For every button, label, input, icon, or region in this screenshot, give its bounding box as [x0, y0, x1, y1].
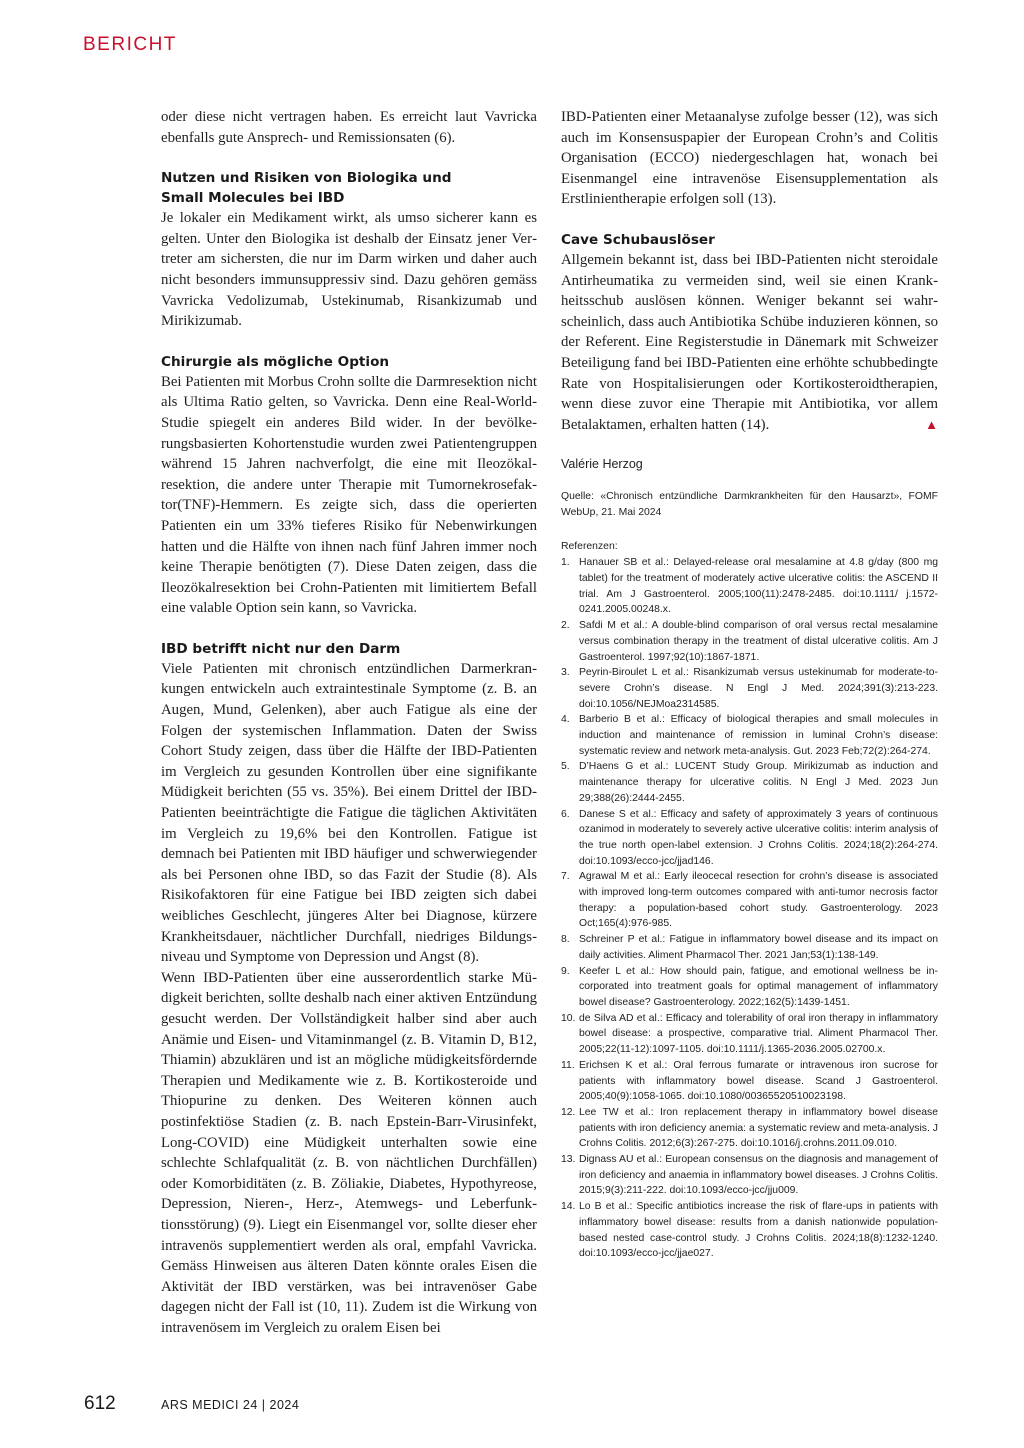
reference-item: 11. Erichsen K et al.: Oral ferrous fumarate or intravenous iron sucrose for patients with inflammatory bowel disease. Scand J Gastroenterol. 2005;40(9):1058-1065. doi:10.1080/00365520510023198. [561, 1059, 938, 1103]
reference-item: 10. de Silva AD et al.: Efficacy and tolerability of oral iron therapy in inflammatory bowel disease: a prospective, comparative trial. Aliment Pharmacol Ther. 2005;22(11-12):1097-1105. doi:10.1111/j.1365-2036.2005.02700.x. [561, 1012, 938, 1056]
reference-item: 2. Safdi M et al.: A double-blind comparison of oral versus rectal mesalamine versus combination therapy in the treatment of distal ulcerative colitis. Am J Gastroenterol. 1997;92(10):1867-1871. [561, 620, 938, 663]
paragraph-darm-2: Wenn IBD-Patienten über eine ausserordentlich starke Müdigkeit berichten, sollte deshalb nach einer aktiven Entzündung gesucht werden. Der Vollständigkeit halber sind aber auch Anämie und Eisen- und Vitaminmangel (z. B. Vitamin D, B12, Thiamin) abzuklären und ist an mögliche müdigkeitsfördernde Therapien und Medikamente wie z. B. Kortikosteroide und Thiopurine zu denken. Des Weiteren können auch postinfektiöse Stadien (z. B. nach Epstein-Barr-Virusinfekt, Long-COVID) eine Müdigkeit unterhalten sowie eine schlechte Schlafqualität (z. B. von nächtlichen Durchfällen) oder Komorbiditäten (z. B. Zöliakie, Diabetes, Hypothyreose, Depression, Nieren-, Herz-, Atemwegs- und Leberfunktionsstörung) (9). Liegt ein Eisenmangel vor, sollte dieser eher intravenös supplementiert werden als oral, empfahl Vavricka. Gemäss Hinweisen aus älteren Daten könnte orales Eisen die Aktivität der IBD verstärken, was bei intravenöser Gabe dagegen nicht der Fall ist (10, 11). Zudem ist die Wirkung von intravenösem im Vergleich zu oralem Eisen bei [161, 969, 537, 1336]
reference-item: 4. Barberio B et al.: Efficacy of biological therapies and small molecules in induction and maintenance of remission in luminal Crohn’s disease: systematic review and network meta-analysis. Gut. 2023 Feb;72(2):264-274. [561, 714, 938, 757]
end-of-article-triangle-icon: ▲ [925, 416, 938, 432]
page-number: 612 [84, 1393, 116, 1414]
paragraph-continuation: IBD-Patienten einer Metaanalyse zufolge besser (12), was sich auch im Konsensuspapier der European Crohn’s and Colitis Organisation (ECCO) niedergeschlagen hat, wonach bei Eisenmangel eine intravenöse Eisensupplementation als Erstlinientherapie erfolgen soll (13). [561, 109, 938, 208]
reference-item: 1. Hanauer SB et al.: Delayed-release oral mesalamine at 4.8 g/day (800 mg tablet) for the treatment of moderately active ulcerative colitis: the ASCEND II trial. Am J Gastroenterol. 2005;100(11):2478-2485. doi:10.1111/ j.1572-0241.2005.00248.x. [561, 557, 938, 616]
reference-item: 5. D’Haens G et al.: LUCENT Study Group. Mirikizumab as induction and maintenance therapy for ulcerative colitis. N Engl J Med. 2023 Jun 29;388(26):2444-2455. [561, 761, 938, 804]
references-heading: Referenzen: [561, 541, 618, 553]
reference-item: 6. Danese S et al.: Efficacy and safety of approximately 3 years of continuous ozanimod in moderately to severely active ulcerative colitis: interim analysis of the true north open-label extension. J Crohns Colitis. 2024;18(2):264-274. doi:10.1093/ecco-jcc/jjad146. [561, 808, 938, 867]
heading-chirurgie: Chirurgie als mögliche Option [161, 353, 390, 370]
heading-nutzen-line1: Nutzen und Risiken von Biologika und [161, 170, 452, 187]
heading-nutzen-risiken [161, 168, 537, 208]
journal-issue: ARS MEDICI 24 | 2024 [161, 1398, 300, 1412]
reference-item: 14. Lo B et al.: Specific antibiotics increase the risk of flare-ups in patients with inflammatory bowel disease: results from a danish nationwide population-based nested case-control study. J Crohns Colitis. 2024;18(8):1232-1240. doi:10.1093/ecco-jcc/jjae027. [561, 1201, 938, 1260]
section-label: BERICHT [83, 34, 177, 55]
reference-item: 3. Peyrin-Biroulet L et al.: Risankizumab versus ustekinumab for moderate-to-severe Crohn’s disease. N Engl J Med. 2024;391(3):213-223. doi:10.1056/NEJMoa2314585. [561, 667, 938, 710]
paragraph-chirurgie: Bei Patienten mit Morbus Crohn sollte die Darmresektion nicht als Ultima Ratio gelten, so Vavricka. Denn eine Real-World-Studie spiegelt ein anderes Bild wider. In der bevölkerungsbasierten Kohortenstudie wurden zwei Patientengruppen während 15 Jahren nachverfolgt, die eine mit Ileozökalresektion, die andere unter Therapie mit Tumornekrosefaktor(TNF)-Hemmern. Es zeigte sich, dass die operierten Patienten ein um 33% tieferes Risiko für Nebenwirkungen hatten und die Hälfte von ihnen nach fünf Jahren immer noch keine Therapie benötigten (7). Diese Daten zeigen, dass die Ileozökalresektion bei Crohn-Patienten mit limitiertem Befall eine valable Option sein kann, so Vavricka. [161, 373, 537, 617]
reference-item: 9. Keefer L et al.: How should pain, fatigue, and emotional wellness be incorporated into treatment goals for optimal management of inflammatory bowel disease? Gastroenterology. 2022;162(5):1439-1451. [561, 965, 938, 1008]
left-column [161, 107, 537, 1338]
source-note: Quelle: «Chronisch entzündliche Darmkrankheiten für den Hausarzt», FOMF WebUp, 21. Mai 2024 [561, 491, 938, 519]
reference-item: 7. Agrawal M et al.: Early ileocecal resection for crohn’s disease is associated with improved long-term outcomes compared with anti-tumor necrosis factor therapy: a population-based cohort study. Gastroenterology. 2023 Oct;165(4):976-985. [561, 871, 938, 930]
paragraph-intro: oder diese nicht vertragen haben. Es erreicht laut Vavricka ebenfalls gute Ansprech- und Remissionsaten (6). [161, 109, 537, 146]
heading-nutzen-line2: Small Molecules bei IBD [161, 190, 345, 207]
right-column [561, 107, 938, 1262]
paragraph-cave-text: Allgemein bekannt ist, dass bei IBD-Patienten nicht steroidale Antirheumatika zu vermeiden sind, weil sie einen Krankheitsschub auslösen können. Weniger bekannt sei wahrscheinlich, dass auch Antibiotika Schübe induzieren können, so der Referent. Eine Registerstudie in Dänemark mit Schweizer Beteiligung fand bei IBD-Patienten eine erhöhte schubbedingte Rate von Hospitalisierungen oder Kortikosteroidtherapien, wenn diese zuvor eine Therapie mit Antibiotika, vor allem Betalaktamen, erhalten hatten (14). [561, 251, 938, 433]
paragraph-darm-1: Viele Patienten mit chronisch entzündlichen Darmerkrankungen entwickeln auch extraintestinale Symptome (z. B. an Augen, Mund, Gelenken), aber auch Fatigue als eine der Folgen der systemischen Inflammation. Daten der Swiss Cohort Study zeigen, dass über die Hälfte der IBD-Patienten im Vergleich zu gesunden Kontrollen über eine signifikante Müdigkeit berichten (55 vs. 35%). Bei einem Drittel der IBD-Patienten beeinträchtigte die Fatigue die täglichen Aktivitäten im Vergleich zu 19,6% bei den Kontrollen. Fatigue ist demnach bei Patienten mit IBD häufiger und schwerwiegender als bei Personen ohne IBD, so das Fazit der Studie (8). Als Risikofaktoren für eine Fatigue bei IBD zeigten sich dabei weibliches Geschlecht, jüngeres Alter bei Diagnose, kürzere Krankheitsdauer, nächtlicher Durchfall, niedriges Bildungsniveau und Symptome von Depression und Angst (8). [161, 660, 537, 966]
reference-item: 13. Dignass AU et al.: European consensus on the diagnosis and management of iron deficiency and anaemia in inflammatory bowel diseases. J Crohns Colitis. 2015;9(3):211-222. doi:10.1093/ecco-jcc/jju009. [561, 1154, 938, 1197]
paragraph-cave [561, 250, 938, 435]
paragraph-nutzen: Je lokaler ein Medikament wirkt, als umso sicherer kann es gelten. Unter den Biologika ist deshalb der Einsatz jener Vertreter am sichersten, die nur im Darm wirken und daher auch nicht besonders immunsuppressiv sind. Dazu gehören gemäss Vavricka Vedolizumab, Ustekinumab, Risankizumab und Mirikizumab. [161, 210, 537, 330]
reference-item: 8. Schreiner P et al.: Fatigue in inflammatory bowel disease and its impact on daily activities. Aliment Pharmacol Ther. 2021 Jan;53(1):138-149. [561, 934, 938, 961]
heading-cave: Cave Schubauslöser [561, 231, 715, 248]
reference-item: 12. Lee TW et al.: Iron replacement therapy in inflammatory bowel disease patients with iron deficiency anemia: a systematic review and meta-analysis. J Crohns Colitis. 2012;6(3):267-275. doi:10.1016/j.crohns.2011.09.010. [561, 1106, 938, 1150]
author-name: Valérie Herzog [561, 457, 643, 472]
heading-ibd-darm: IBD betrifft nicht nur den Darm [161, 640, 401, 657]
references-list [561, 555, 938, 1262]
